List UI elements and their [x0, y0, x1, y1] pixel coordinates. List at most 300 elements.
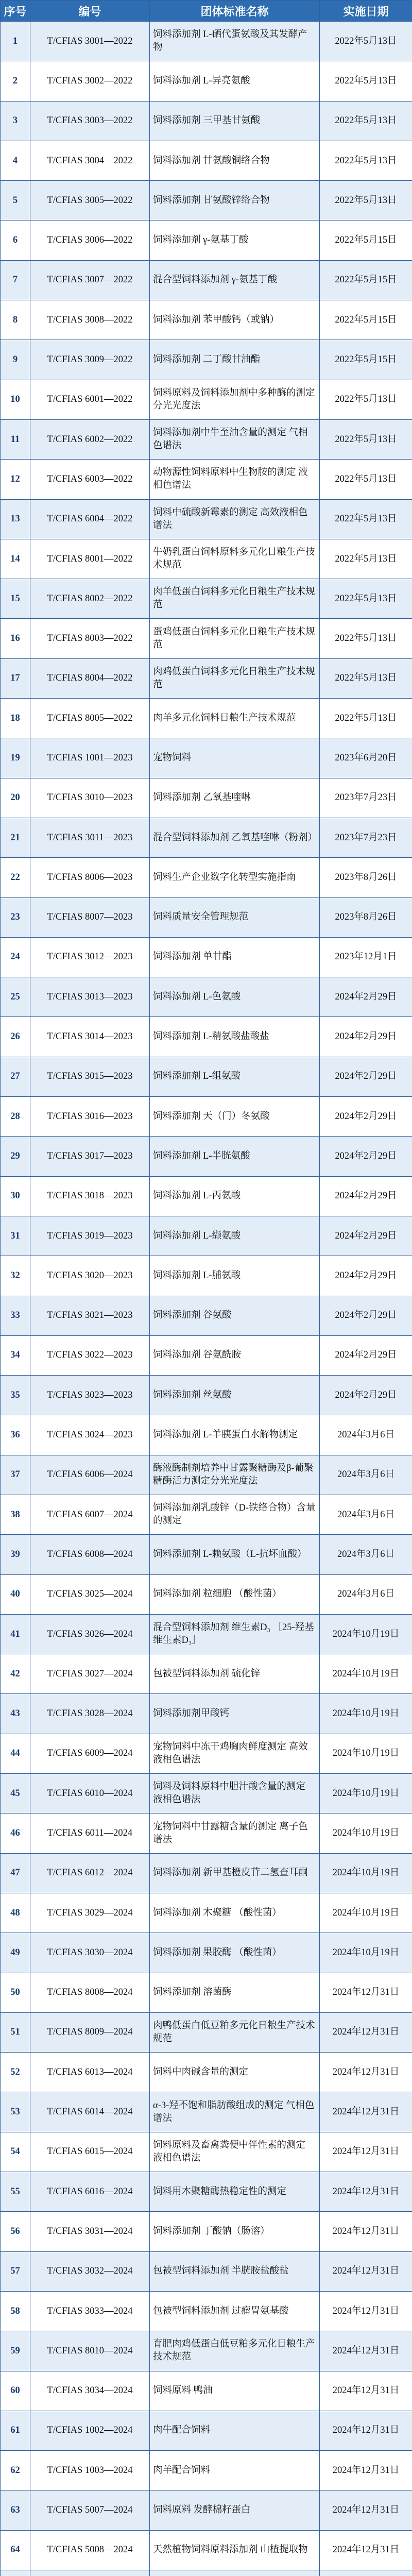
- row-implementation-date: 2024年10月19日: [320, 1694, 412, 1734]
- table-row: [1, 61, 412, 101]
- row-serial-number: 49: [1, 1933, 30, 1973]
- row-code: T/CFIAS 3017—2023: [30, 1137, 150, 1176]
- row-serial-number: 57: [1, 2251, 30, 2291]
- row-serial-number: 30: [1, 1176, 30, 1216]
- row-code: T/CFIAS 3013—2023: [30, 977, 150, 1017]
- row-implementation-date: 2022年5月13日: [320, 460, 412, 499]
- row-implementation-date: 2024年10月19日: [320, 1853, 412, 1893]
- table-row: [1, 579, 412, 619]
- row-serial-number: 14: [1, 539, 30, 579]
- row-standard-name: 饲料添加剂 L-丙氨酸: [150, 1176, 320, 1216]
- header-standard-name: 团体标准名称: [150, 1, 320, 22]
- row-code: T/CFIAS 6001—2022: [30, 380, 150, 419]
- row-code: T/CFIAS 6012—2024: [30, 1853, 150, 1893]
- row-serial-number: 2: [1, 61, 30, 101]
- row-implementation-date: 2024年2月29日: [320, 1216, 412, 1256]
- row-implementation-date: 2022年5月13日: [320, 499, 412, 539]
- row-standard-name: 饲料添加剂 L-缬氨酸: [150, 1216, 320, 1256]
- row-serial-number: 38: [1, 1495, 30, 1534]
- row-implementation-date: 2024年2月29日: [320, 1335, 412, 1375]
- row-serial-number: 26: [1, 1017, 30, 1057]
- row-standard-name: 饲料添加剂 L-羊胰蛋白水解物测定: [150, 1415, 320, 1455]
- row-serial-number: 44: [1, 1734, 30, 1773]
- table-row: [1, 1774, 412, 1814]
- table-row: [1, 181, 412, 221]
- row-standard-name: 酶液酶制剂培养中甘露聚糖酶及β-葡聚糖酶活力测定分光光度法: [150, 1455, 320, 1495]
- row-code: T/CFIAS 3025—2024: [30, 1574, 150, 1614]
- row-serial-number: 24: [1, 937, 30, 977]
- row-code: T/CFIAS 8005—2022: [30, 699, 150, 738]
- row-serial-number: 43: [1, 1694, 30, 1734]
- row-implementation-date: 2024年2月29日: [320, 1176, 412, 1216]
- table-row: [1, 1694, 412, 1734]
- row-serial-number: 63: [1, 2490, 30, 2530]
- row-code: T/CFIAS 3001—2022: [30, 22, 150, 61]
- row-implementation-date: 2024年12月31日: [320, 2530, 412, 2570]
- row-standard-name: 饲料添加剂 三甲基甘氨酸: [150, 101, 320, 141]
- row-serial-number: 32: [1, 1256, 30, 1296]
- row-standard-name: 饲料添加剂 L-色氨酸: [150, 977, 320, 1017]
- row-code: T/CFIAS 3012—2023: [30, 937, 150, 977]
- row-standard-name: 饲料添加剂 乙氧基喹啉: [150, 778, 320, 818]
- table-row: [1, 2092, 412, 2132]
- row-standard-name: 饲料用木聚糖酶热稳定性的测定: [150, 2172, 320, 2212]
- row-code: T/CFIAS 8001—2022: [30, 539, 150, 579]
- table-row: [1, 2053, 412, 2092]
- row-implementation-date: 2024年2月29日: [320, 977, 412, 1017]
- row-standard-name: 肉羊多元化饲料日粮生产技术规范: [150, 699, 320, 738]
- row-implementation-date: 2022年5月13日: [320, 619, 412, 658]
- header-serial-number: 序号: [1, 1, 30, 22]
- row-code: T/CFIAS 3029—2024: [30, 1893, 150, 1933]
- row-code: T/CFIAS 3011—2023: [30, 818, 150, 857]
- row-code: T/CFIAS 1002—2024: [30, 2411, 150, 2450]
- row-code: T/CFIAS 1003—2024: [30, 2451, 150, 2490]
- table-row: [1, 897, 412, 937]
- row-standard-name: 饲料添加剂 L-异亮氨酸: [150, 61, 320, 101]
- row-implementation-date: 2023年7月23日: [320, 778, 412, 818]
- row-code: T/CFIAS 6016—2024: [30, 2172, 150, 2212]
- row-standard-name: 饲料中肉碱含量的测定: [150, 2053, 320, 2092]
- row-standard-name: 天然植物饲料原料添加剂 山楂提取物: [150, 2530, 320, 2570]
- row-implementation-date: 2024年2月29日: [320, 1296, 412, 1335]
- row-code: T/CFIAS 3033—2024: [30, 2291, 150, 2331]
- row-code: T/CFIAS 3030—2024: [30, 1933, 150, 1973]
- row-implementation-date: 2024年10月19日: [320, 1734, 412, 1773]
- row-serial-number: 42: [1, 1654, 30, 1694]
- row-serial-number: 35: [1, 1376, 30, 1415]
- row-implementation-date: 2024年12月31日: [320, 2132, 412, 2172]
- row-implementation-date: 2024年3月6日: [320, 1574, 412, 1614]
- row-serial-number: 39: [1, 1535, 30, 1574]
- row-serial-number: 15: [1, 579, 30, 619]
- row-code: T/CFIAS 3015—2023: [30, 1057, 150, 1096]
- row-serial-number: 22: [1, 858, 30, 897]
- row-implementation-date: [320, 2570, 412, 2576]
- row-implementation-date: 2024年3月6日: [320, 1455, 412, 1495]
- table-row: [1, 699, 412, 738]
- row-code: T/CFIAS 3018—2023: [30, 1176, 150, 1216]
- row-implementation-date: 2024年2月29日: [320, 1137, 412, 1176]
- table-row: [1, 22, 412, 61]
- table-row: [1, 221, 412, 260]
- row-code: T/CFIAS 3002—2022: [30, 61, 150, 101]
- table-row: [1, 738, 412, 778]
- row-code: T/CFIAS 3031—2024: [30, 2212, 150, 2251]
- table-row: [1, 2132, 412, 2172]
- row-code: T/CFIAS 8002—2022: [30, 579, 150, 619]
- row-code: T/CFIAS 8007—2023: [30, 897, 150, 937]
- table-row: [1, 1814, 412, 1853]
- table-row: [1, 2331, 412, 2371]
- table-row: [1, 1057, 412, 1096]
- row-serial-number: 12: [1, 460, 30, 499]
- row-code: T/CFIAS 3009—2022: [30, 340, 150, 380]
- row-standard-name: 饲料添加剂 γ-氨基丁酸: [150, 221, 320, 260]
- row-code: T/CFIAS 5008—2024: [30, 2530, 150, 2570]
- row-implementation-date: 2024年12月31日: [320, 2291, 412, 2331]
- row-standard-name: 肉鸭低蛋白低豆粕多元化日粮生产技术规范: [150, 2012, 320, 2052]
- row-implementation-date: 2022年5月13日: [320, 61, 412, 101]
- row-standard-name: 肉羊低蛋白饲料多元化日粮生产技术规范: [150, 579, 320, 619]
- table-row: [1, 1216, 412, 1256]
- row-serial-number: 31: [1, 1216, 30, 1256]
- row-serial-number: 45: [1, 1774, 30, 1814]
- row-code: T/CFIAS 6014—2024: [30, 2092, 150, 2132]
- row-standard-name: 宠物饲料中冻干鸡胸肉鲜度测定 高效液相色谱法: [150, 1734, 320, 1773]
- row-serial-number: 7: [1, 260, 30, 300]
- row-implementation-date: 2022年5月13日: [320, 658, 412, 698]
- row-implementation-date: 2023年8月26日: [320, 858, 412, 897]
- row-standard-name: 饲料添加剂 甘氨酸铜络合物: [150, 141, 320, 180]
- row-standard-name: 混合型饲料添加剂 维生素D₃ ［25-羟基维生素D₃］: [150, 1614, 320, 1654]
- table-row: [1, 1296, 412, 1335]
- row-standard-name: 饲料及饲料原料中胆汁酸含量的测定 液相色谱法: [150, 1774, 320, 1814]
- table-row: [1, 1415, 412, 1455]
- row-code: T/CFIAS 3014—2023: [30, 1017, 150, 1057]
- row-standard-name: 饲料添加剂 谷氨酸: [150, 1296, 320, 1335]
- row-serial-number: 8: [1, 300, 30, 340]
- row-implementation-date: 2024年12月31日: [320, 2212, 412, 2251]
- row-implementation-date: 2022年5月15日: [320, 260, 412, 300]
- row-implementation-date: 2022年5月13日: [320, 380, 412, 419]
- header-implementation-date: 实施日期: [320, 1, 412, 22]
- row-standard-name: 饲料添加剂 二丁酸甘油酯: [150, 340, 320, 380]
- row-implementation-date: 2023年6月20日: [320, 738, 412, 778]
- row-code: T/CFIAS 6007—2024: [30, 1495, 150, 1534]
- row-implementation-date: 2024年10月19日: [320, 1933, 412, 1973]
- row-code: T/CFIAS 3004—2022: [30, 141, 150, 180]
- row-code: T/CFIAS 3010—2023: [30, 778, 150, 818]
- row-standard-name: 饲料原料 鸭油: [150, 2371, 320, 2411]
- table-row: [1, 1376, 412, 1415]
- row-standard-name: 牛奶乳蛋白饲料原料多元化日粮生产技术规范: [150, 539, 320, 579]
- row-implementation-date: 2023年7月23日: [320, 818, 412, 857]
- row-implementation-date: 2022年5月13日: [320, 101, 412, 141]
- row-code: T/CFIAS 3027—2024: [30, 1654, 150, 1694]
- row-implementation-date: 2024年10月19日: [320, 1654, 412, 1694]
- table-row: [1, 2172, 412, 2212]
- table-row: [1, 1017, 412, 1057]
- table-row: [1, 619, 412, 658]
- row-code: T/CFIAS 3024—2023: [30, 1415, 150, 1455]
- row-code: T/CFIAS 5007—2024: [30, 2490, 150, 2530]
- row-serial-number: 48: [1, 1893, 30, 1933]
- table-row: [1, 2291, 412, 2331]
- row-serial-number: 36: [1, 1415, 30, 1455]
- table-row: [1, 340, 412, 380]
- header-row: [1, 1, 412, 22]
- row-serial-number: [1, 2570, 30, 2576]
- row-standard-name: 宠物饲料中甘露糖含量的测定 离子色谱法: [150, 1814, 320, 1853]
- table-row: [1, 1734, 412, 1773]
- table-row: [1, 937, 412, 977]
- row-code: [30, 2570, 150, 2576]
- table-row: [1, 460, 412, 499]
- row-code: T/CFIAS 6008—2024: [30, 1535, 150, 1574]
- table-row: [1, 2570, 412, 2576]
- row-standard-name: 包被型饲料添加剂 半胱胺盐酸盐: [150, 2251, 320, 2291]
- table-row: [1, 260, 412, 300]
- row-standard-name: 饲料原料及畜禽粪便中伴性素的测定 液相色谱法: [150, 2132, 320, 2172]
- row-standard-name: 饲料添加剂 溶菌酶: [150, 1973, 320, 2012]
- row-implementation-date: 2022年5月13日: [320, 22, 412, 61]
- row-serial-number: 21: [1, 818, 30, 857]
- row-serial-number: 53: [1, 2092, 30, 2132]
- row-implementation-date: 2024年10月19日: [320, 1614, 412, 1654]
- table-row: [1, 778, 412, 818]
- row-implementation-date: 2024年10月19日: [320, 1814, 412, 1853]
- row-serial-number: 10: [1, 380, 30, 419]
- table-row: [1, 1335, 412, 1375]
- table-row: [1, 300, 412, 340]
- table-row: [1, 658, 412, 698]
- table-row: [1, 2371, 412, 2411]
- row-code: T/CFIAS 3019—2023: [30, 1216, 150, 1256]
- table-row: [1, 380, 412, 419]
- table-row: [1, 1853, 412, 1893]
- row-implementation-date: 2022年5月15日: [320, 300, 412, 340]
- row-serial-number: 34: [1, 1335, 30, 1375]
- row-standard-name: 包被型饲料添加剂 过瘤胃氨基酸: [150, 2291, 320, 2331]
- row-implementation-date: 2024年10月19日: [320, 1893, 412, 1933]
- table-row: [1, 1495, 412, 1534]
- row-serial-number: 28: [1, 1097, 30, 1137]
- row-implementation-date: 2024年2月29日: [320, 1256, 412, 1296]
- row-code: T/CFIAS 3021—2023: [30, 1296, 150, 1335]
- row-standard-name: 饲料添加剂 L-硒代蛋氨酸及其发酵产物: [150, 22, 320, 61]
- row-code: T/CFIAS 6004—2022: [30, 499, 150, 539]
- row-code: T/CFIAS 8003—2022: [30, 619, 150, 658]
- row-standard-name: 饲料添加剂 L-脯氨酸: [150, 1256, 320, 1296]
- row-serial-number: 33: [1, 1296, 30, 1335]
- table-row: [1, 1654, 412, 1694]
- row-standard-name: 饲料添加剂 木聚糖 （酸性菌）: [150, 1893, 320, 1933]
- row-implementation-date: 2023年8月26日: [320, 897, 412, 937]
- row-standard-name: 饲料添加剂 苯甲酸钙（或钠）: [150, 300, 320, 340]
- row-serial-number: 29: [1, 1137, 30, 1176]
- row-code: T/CFIAS 3005—2022: [30, 181, 150, 221]
- table-row: [1, 818, 412, 857]
- table-row: [1, 1256, 412, 1296]
- row-standard-name: 饲料添加剂 果胶酶 （酸性菌）: [150, 1933, 320, 1973]
- row-code: T/CFIAS 3016—2023: [30, 1097, 150, 1137]
- row-serial-number: 19: [1, 738, 30, 778]
- table-row: [1, 2411, 412, 2450]
- row-serial-number: 6: [1, 221, 30, 260]
- row-standard-name: 饲料添加剂 粒细胞 （酸性菌）: [150, 1574, 320, 1614]
- row-implementation-date: 2024年10月19日: [320, 1774, 412, 1814]
- table-row: [1, 2012, 412, 2052]
- table-row: [1, 858, 412, 897]
- table-row: [1, 1097, 412, 1137]
- row-standard-name: 饲料添加剂 单甘酯: [150, 937, 320, 977]
- row-implementation-date: 2024年3月6日: [320, 1415, 412, 1455]
- row-code: T/CFIAS 3003—2022: [30, 101, 150, 141]
- table-row: [1, 419, 412, 459]
- table-row: [1, 2530, 412, 2570]
- row-serial-number: 11: [1, 419, 30, 459]
- row-code: T/CFIAS 6015—2024: [30, 2132, 150, 2172]
- row-standard-name: 育肥肉鸡低蛋白低豆粕多元化日粮生产技术规范: [150, 2331, 320, 2371]
- row-serial-number: 62: [1, 2451, 30, 2490]
- table-body: [1, 22, 412, 2576]
- row-code: T/CFIAS 3022—2023: [30, 1335, 150, 1375]
- row-implementation-date: 2024年2月29日: [320, 1376, 412, 1415]
- row-code: T/CFIAS 6010—2024: [30, 1774, 150, 1814]
- row-serial-number: 47: [1, 1853, 30, 1893]
- row-standard-name: 饲料添加剂 丝氨酸: [150, 1376, 320, 1415]
- table-row: [1, 1614, 412, 1654]
- table-row: [1, 1455, 412, 1495]
- row-serial-number: 9: [1, 340, 30, 380]
- row-implementation-date: 2024年12月31日: [320, 2012, 412, 2052]
- row-implementation-date: 2024年12月31日: [320, 2490, 412, 2530]
- row-code: T/CFIAS 6003—2022: [30, 460, 150, 499]
- table-row: [1, 2490, 412, 2530]
- table-row: [1, 2451, 412, 2490]
- row-implementation-date: 2024年12月31日: [320, 2411, 412, 2450]
- row-serial-number: 46: [1, 1814, 30, 1853]
- row-standard-name: 饲料添加剂 新甲基橙皮苷二氢查耳酮: [150, 1853, 320, 1893]
- row-standard-name: 饲料添加剂 天（门）冬氨酸: [150, 1097, 320, 1137]
- row-serial-number: 37: [1, 1455, 30, 1495]
- row-serial-number: 51: [1, 2012, 30, 2052]
- row-serial-number: 27: [1, 1057, 30, 1096]
- table-row: [1, 977, 412, 1017]
- row-code: T/CFIAS 6011—2024: [30, 1814, 150, 1853]
- row-code: T/CFIAS 8009—2024: [30, 2012, 150, 2052]
- row-standard-name: 混合型饲料添加剂 乙氧基喹啉（粉剂）: [150, 818, 320, 857]
- row-implementation-date: 2024年12月31日: [320, 2251, 412, 2291]
- row-serial-number: 60: [1, 2371, 30, 2411]
- row-standard-name: 饲料中硫酸新霉素的测定 高效液相色谱法: [150, 499, 320, 539]
- row-implementation-date: 2022年5月15日: [320, 340, 412, 380]
- row-code: T/CFIAS 3028—2024: [30, 1694, 150, 1734]
- row-code: T/CFIAS 3023—2023: [30, 1376, 150, 1415]
- row-standard-name: 饲料添加剂 L-精氨酸盐酸盐: [150, 1017, 320, 1057]
- row-serial-number: 50: [1, 1973, 30, 2012]
- row-serial-number: 17: [1, 658, 30, 698]
- row-standard-name: 饲料原料 发酵棉籽蛋白: [150, 2490, 320, 2530]
- row-standard-name: 宠物饲料: [150, 738, 320, 778]
- row-serial-number: 59: [1, 2331, 30, 2371]
- row-standard-name: 肉鸡低蛋白饲料多元化日粮生产技术规范: [150, 658, 320, 698]
- row-code: T/CFIAS 3032—2024: [30, 2251, 150, 2291]
- row-code: T/CFIAS 3026—2024: [30, 1614, 150, 1654]
- row-implementation-date: 2023年12月1日: [320, 937, 412, 977]
- row-code: T/CFIAS 3007—2022: [30, 260, 150, 300]
- row-implementation-date: 2022年5月13日: [320, 141, 412, 180]
- row-serial-number: 56: [1, 2212, 30, 2251]
- row-implementation-date: 2022年5月13日: [320, 699, 412, 738]
- row-implementation-date: 2024年12月31日: [320, 1973, 412, 2012]
- row-implementation-date: 2022年5月13日: [320, 579, 412, 619]
- table-row: [1, 1973, 412, 2012]
- row-standard-name: 饲料质量安全管理规范: [150, 897, 320, 937]
- row-standard-name: [150, 2570, 320, 2576]
- row-standard-name: 饲料添加剂 谷氨酰胺: [150, 1335, 320, 1375]
- row-code: T/CFIAS 3034—2024: [30, 2371, 150, 2411]
- row-implementation-date: 2024年2月29日: [320, 1057, 412, 1096]
- row-code: T/CFIAS 1001—2023: [30, 738, 150, 778]
- row-implementation-date: 2024年12月31日: [320, 2092, 412, 2132]
- row-serial-number: 1: [1, 22, 30, 61]
- row-serial-number: 13: [1, 499, 30, 539]
- row-code: T/CFIAS 6002—2022: [30, 419, 150, 459]
- table-row: [1, 101, 412, 141]
- row-serial-number: 5: [1, 181, 30, 221]
- row-serial-number: 61: [1, 2411, 30, 2450]
- row-serial-number: 64: [1, 2530, 30, 2570]
- row-standard-name: 饲料添加剂 甘氨酸锌络合物: [150, 181, 320, 221]
- row-serial-number: 41: [1, 1614, 30, 1654]
- row-implementation-date: 2024年12月31日: [320, 2172, 412, 2212]
- row-code: T/CFIAS 3006—2022: [30, 221, 150, 260]
- row-standard-name: α-3-羟不饱和脂肪酸组成的测定 气相色谱法: [150, 2092, 320, 2132]
- table-row: [1, 2212, 412, 2251]
- row-code: T/CFIAS 8010—2024: [30, 2331, 150, 2371]
- row-serial-number: 16: [1, 619, 30, 658]
- table-row: [1, 1574, 412, 1614]
- row-standard-name: 饲料添加剂 L-半胱氨酸: [150, 1137, 320, 1176]
- row-implementation-date: 2022年5月15日: [320, 221, 412, 260]
- header-code: 编号: [30, 1, 150, 22]
- row-serial-number: 23: [1, 897, 30, 937]
- row-code: T/CFIAS 6006—2024: [30, 1455, 150, 1495]
- row-implementation-date: 2024年2月29日: [320, 1097, 412, 1137]
- row-serial-number: 40: [1, 1574, 30, 1614]
- row-standard-name: 饲料添加剂甲酸钙: [150, 1694, 320, 1734]
- row-code: T/CFIAS 8004—2022: [30, 658, 150, 698]
- row-implementation-date: 2024年3月6日: [320, 1495, 412, 1534]
- table-row: [1, 539, 412, 579]
- row-serial-number: 54: [1, 2132, 30, 2172]
- row-standard-name: 饲料生产企业数字化转型实施指南: [150, 858, 320, 897]
- row-serial-number: 52: [1, 2053, 30, 2092]
- row-standard-name: 包被型饲料添加剂 硫化锌: [150, 1654, 320, 1694]
- table-header: [1, 1, 412, 22]
- row-serial-number: 18: [1, 699, 30, 738]
- row-code: T/CFIAS 8006—2023: [30, 858, 150, 897]
- row-serial-number: 20: [1, 778, 30, 818]
- row-standard-name: 混合型饲料添加剂 γ-氨基丁酸: [150, 260, 320, 300]
- row-implementation-date: 2024年3月6日: [320, 1535, 412, 1574]
- row-standard-name: 饲料添加剂 L-赖氨酸（L-抗坏血酸）: [150, 1535, 320, 1574]
- table-row: [1, 2251, 412, 2291]
- table-row: [1, 499, 412, 539]
- row-code: T/CFIAS 3008—2022: [30, 300, 150, 340]
